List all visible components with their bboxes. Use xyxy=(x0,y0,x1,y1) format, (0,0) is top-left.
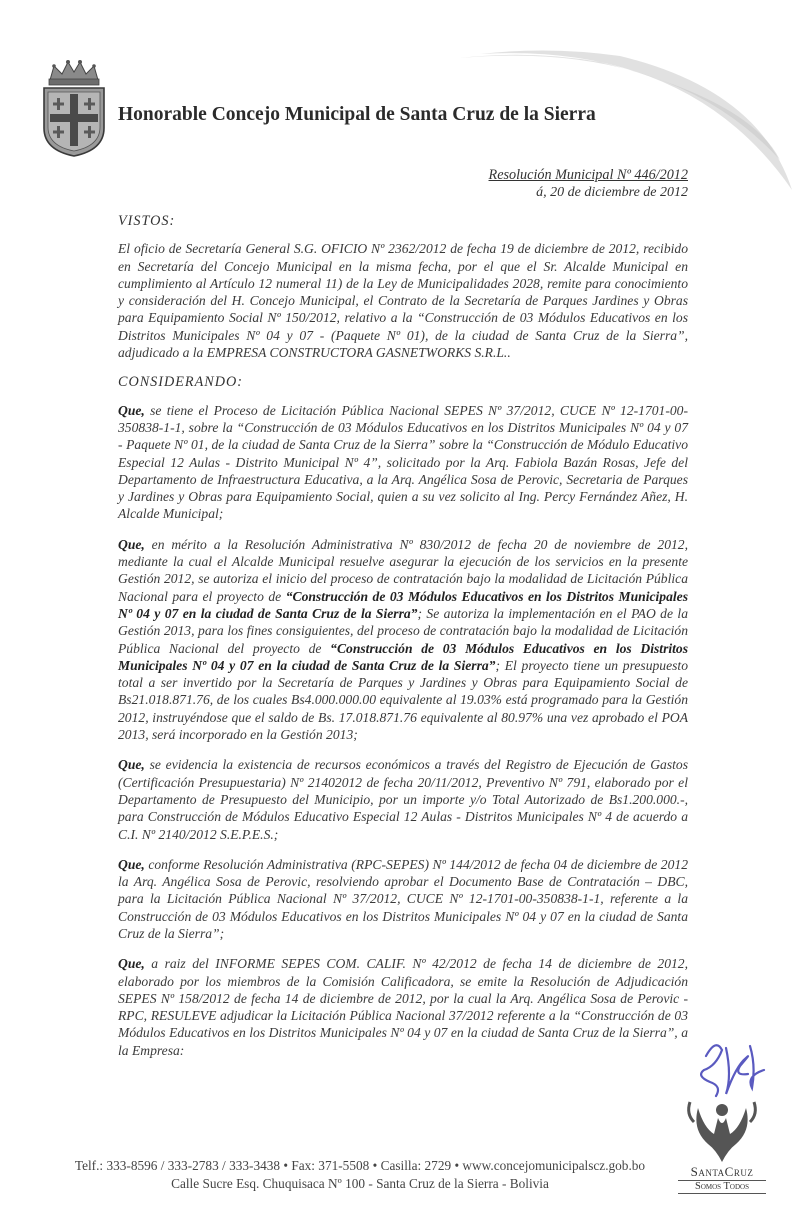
considerando-paragraph-1 xyxy=(118,402,688,523)
paragraph-2-text-c: ; Se autoriza la implementación en el PAO de la Gestión 2013, para los fines consiguientes, del proceso de contratación bajo la modalidad de Licitación Pública Nacional del proyecto de xyxy=(118,605,688,656)
considerando-paragraph-2 xyxy=(118,536,688,744)
paragraph-2-text-e: ; El proyecto tiene un presupuesto total a ser invertido por la Secretaría de Parques y Jardines y Obras para Equipamiento Social de Bs21.018.871.76, de los cuales Bs4.000.000.00 equivalente al 19.03% está programado para la Gestión 2012, instruyéndose que el saldo de Bs. 17.018.871.76 equivalente al 80.97% una vez aprobado el POA 2013, será incorporado en la Gestión 2013; xyxy=(118,657,688,743)
footer xyxy=(40,1157,680,1193)
que-label: Que, xyxy=(118,757,145,773)
resolution-number: Resolución Municipal Nº 446/2012 xyxy=(488,167,688,183)
resolution-date: á, 20 de diciembre de 2012 xyxy=(536,185,688,200)
considerando-paragraph-3 xyxy=(118,756,688,842)
handwritten-signature xyxy=(676,1036,776,1106)
que-label: Que, xyxy=(118,856,145,872)
que-label: Que, xyxy=(118,536,145,552)
santa-cruz-emblem-icon xyxy=(682,1100,762,1166)
document-body xyxy=(118,213,688,1072)
organization-name: Honorable Concejo Municipal de Santa Cruz de la Sierra xyxy=(118,104,596,125)
vistos-paragraph: El oficio de Secretaría General S.G. OFICIO Nº 2362/2012 de fecha 19 de diciembre de 2012, recibido en Secretaría del Concejo Municipal en la misma fecha, por el que el Sr. Alcalde Municipal en cumplimiento al Artículo 12 numeral 11) de la Ley de Municipalidades 2028, remite para conocimiento y consideración del H. Concejo Municipal, el Contrato de la Secretaría de Parques Jardines y Obras para Equipamiento Social Nº 150/2012, relativo a la “Construcción de 03 Módulos Educativos en los Distritos Municipales Nº 04 y 07 - (Paquete Nº 01), de la ciudad de Santa Cruz de la Sierra”, adjudicado a la EMPRESA CONSTRUCTORA GASNETWORKS S.R.L.. xyxy=(118,241,688,361)
considerando-heading: CONSIDERANDO: xyxy=(118,374,243,391)
footer-address-line: Calle Sucre Esq. Chuquisaca Nº 100 - Santa Cruz de la Sierra - Bolivia xyxy=(171,1176,549,1191)
considerando-paragraph-4 xyxy=(118,856,688,942)
paragraph-3-text: se evidencia la existencia de recursos económicos a través del Registro de Ejecución de Gastos (Certificación Presupuestaria) Nº 21402012 de fecha 20/11/2012, Preventivo Nº 791, elaborado por el Departamento de Presupuesto del Municipio, por un importe y/o Total Autorizado de Bs1.200.000.-, para Construcción de Módulos Educativo Especial 12 Aulas - Distritos Municipales Nº 4 de acuerdo a C.I. Nº 2140/2012 S.E.P.E.S.; xyxy=(118,757,688,842)
footer-contact-line: Telf.: 333-8596 / 333-2783 / 333-3438 • Fax: 371-5508 • Casilla: 2729 • www.concejomunicipalscz.gob.bo xyxy=(74,1158,646,1173)
paragraph-1-text: se tiene el Proceso de Licitación Pública Nacional SEPES Nº 37/2012, CUCE Nº 12-1701-00-350838-1-1, sobre la “Construcción de 03 Módulos Educativos en los Distritos Municipales Nº 04 y 07 - Paquete Nº 01, de la ciudad de Santa Cruz de la Sierra” sobre la “Construcción de Módulo Educativo Especial 12 Aulas - Distrito Municipal Nº 4”, solicitado por la Arq. Fabiola Bazán Rosas, Jefe del Departamento de Infraestructura Educativa, a la Arq. Angélica Sosa de Perovic, Secretaria de Parques y Jardines y Obras para Equipamiento Social, quien a su vez solicito al Ing. Percy Fernández Añez, H. Alcalde Municipal; xyxy=(118,402,688,522)
vistos-heading: VISTOS: xyxy=(118,213,176,229)
project-name-bold-2: “Construcción de 03 Módulos Educativos en los Distritos Municipales Nº 04 y 07 en la ciudad de Santa Cruz de la Sierra” xyxy=(118,640,688,673)
project-name-bold-1: “Construcción de 03 Módulos Educativos en los Distritos Municipales Nº 04 y 07 en la ciudad de Santa Cruz de la Sierra” xyxy=(118,588,688,621)
municipal-crest-icon xyxy=(38,58,110,158)
logo-name: SantaCruz xyxy=(690,1164,754,1179)
que-label: Que, xyxy=(118,402,145,418)
santa-cruz-logo xyxy=(682,1100,762,1202)
paragraph-4-text: conforme Resolución Administrativa (RPC-SEPES) Nº 144/2012 de fecha 04 de diciembre de 2012 la Arq. Angélica Sosa de Perovic, resolviendo aprobar el Documento Base de Contratación – DBC, para la Licitación Pública Nacional Nº 37/2012, CUCE Nº 12-1701-00-350838-1-1, referente a la Construcción de 03 Módulos Educativos en los Distritos Municipales Nº 04 y 07 en la ciudad de Santa Cruz de la Sierra”; xyxy=(118,856,688,941)
paragraph-2-text-a: en mérito a la Resolución Administrativa Nº 830/2012 de fecha 20 de noviembre de 2012, mediante la cual el Alcalde Municipal resuelve asegurar la ejecución de los servicios en la presente Gestión 2012, se autoriza el inicio del proceso de contratación bajo la modalidad de Licitación Pública Nacional para el proyecto de xyxy=(118,536,688,604)
paragraph-5-text: a raiz del INFORME SEPES COM. CALIF. Nº 42/2012 de fecha 14 de diciembre de 2012, elaborado por los miembros de la Comisión Calificadora, se emite la Resolución de Adjudicación SEPES Nº 158/2012 de fecha 14 de diciembre de 2012, por la cual la Arq. Angélica Sosa de Perovic - RPC, RESULEVE adjudicar la Licitación Pública Nacional 37/2012 referente a la “Construcción de 03 Módulos Educativos en los Distritos Municipales Nº 04 y 07 en la ciudad de Santa Cruz de la Sierra”, a la Empresa: xyxy=(118,956,688,1058)
que-label: Que, xyxy=(118,956,145,972)
logo-slogan: Somos Todos xyxy=(678,1180,766,1194)
considerando-paragraph-5 xyxy=(118,955,688,1059)
